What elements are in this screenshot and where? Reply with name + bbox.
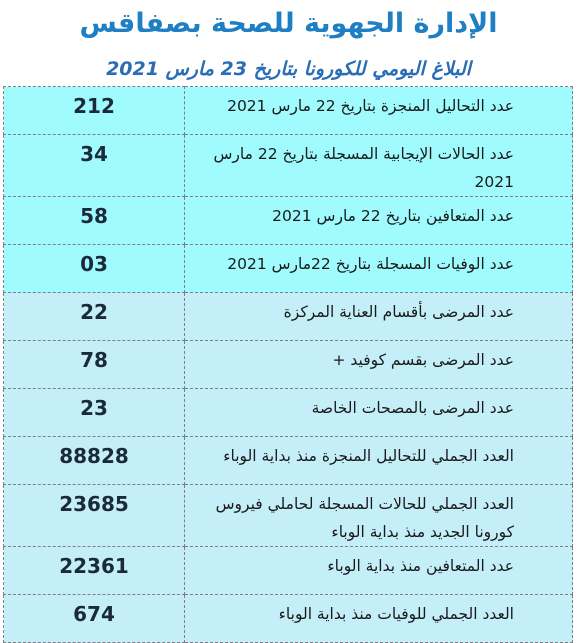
row-label: العدد الجملي للوفيات منذ بداية الوباء (185, 595, 573, 643)
table-row (4, 437, 573, 485)
row-value: 03 (4, 245, 185, 293)
table-row (4, 197, 573, 245)
table-row (4, 293, 573, 341)
row-label: العدد الجملي للحالات المسجلة لحاملي فيروس كورونا الجديد منذ بداية الوباء (185, 485, 573, 547)
row-label: عدد الوفيات المسجلة بتاريخ 22مارس 2021 (185, 245, 573, 293)
row-label: عدد المرضى بأقسام العناية المركزة (185, 293, 573, 341)
row-value: 34 (4, 135, 185, 197)
row-value: 88828 (4, 437, 185, 485)
table-row (4, 341, 573, 389)
row-value: 22 (4, 293, 185, 341)
row-label: العدد الجملي للتحاليل المنجزة منذ بداية الوباء (185, 437, 573, 485)
row-value: 22361 (4, 547, 185, 595)
row-label: عدد المتعافين بتاريخ 22 مارس 2021 (185, 197, 573, 245)
row-value: 212 (4, 87, 185, 135)
table-row (4, 87, 573, 135)
table-row (4, 485, 573, 547)
row-value: 674 (4, 595, 185, 643)
row-value: 78 (4, 341, 185, 389)
table-row (4, 135, 573, 197)
table-row (4, 389, 573, 437)
row-label: عدد التحاليل المنجزة بتاريخ 22 مارس 2021 (185, 87, 573, 135)
report-subtitle: البلاغ اليومي للكورونا بتاريخ 23 مارس 2021 (106, 58, 471, 80)
row-label: عدد المرضى بالمصحات الخاصة (185, 389, 573, 437)
row-value: 23685 (4, 485, 185, 547)
page-title: الإدارة الجهوية للصحة بصفاقس (79, 8, 498, 39)
row-label: عدد المرضى بقسم كوفيد + (185, 341, 573, 389)
row-value: 23 (4, 389, 185, 437)
row-value: 58 (4, 197, 185, 245)
statistics-table (3, 86, 573, 643)
table-row (4, 547, 573, 595)
table-row (4, 595, 573, 643)
row-label: عدد المتعافين منذ بداية الوباء (185, 547, 573, 595)
table-row (4, 245, 573, 293)
row-label: عدد الحالات الإيجابية المسجلة بتاريخ 22 مارس 2021 (185, 135, 573, 197)
